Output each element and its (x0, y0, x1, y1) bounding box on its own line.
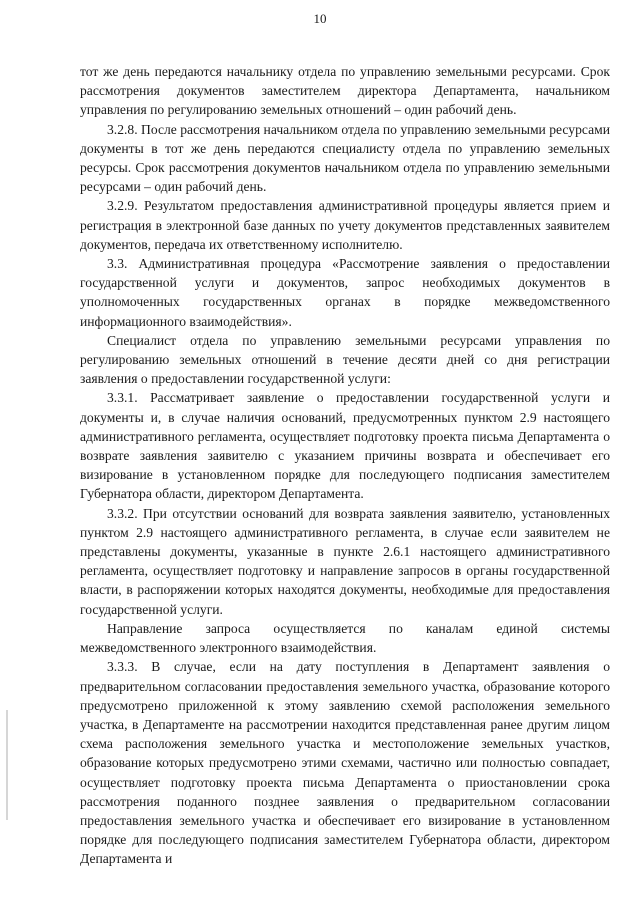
paragraph-request-channel: Направление запроса осуществляется по каналам единой системы межведомственного электронного взаимодействия. (80, 620, 610, 656)
paragraph-3-3-2: 3.3.2. При отсутствии оснований для возврата заявления заявителю, установленных пунктом 2.9 настоящего административного регламента, в случае если заявителем не представлены документы, указанные в пункте 2.6.1 настоящего административного регламента, осуществляет подготовку и направление запросов в органы государственной власти, в распоряжении которых находятся документы, необходимые для предоставления государственной услуги. (80, 505, 610, 617)
paragraph-3-2-8: 3.2.8. После рассмотрения начальником отдела по управлению земельными ресурсами документы в тот же день передаются специалисту отдела по управлению земельных ресурсы. Срок рассмотрения документов начальником отдела по управлению земельными ресурсами – один рабочий день. (80, 121, 610, 195)
page-number: 10 (313, 11, 327, 26)
paragraph-3-3-3: 3.3.3. В случае, если на дату поступления в Департамент заявления о предварительном согласовании предоставления земельного участка, образование которого предусмотрено приложенной к этому заявлению схемой расположения земельного участка, в Департаменте на рассмотрении находится представленная ранее другим лицом схема расположения земельного участка и местоположение земельных участков, образование которых предусмотрено этими схемами, частично или полностью совпадает, осуществляет подготовку проекта письма Департамента о приостановлении срока рассмотрения поданного позднее заявления о предварительном согласовании предоставления земельного участка и обеспечивает его визирование в установленном порядке для последующего подписания заместителем Губернатора области, директором Департамента и (80, 659, 610, 867)
scan-edge-mark (6, 710, 8, 820)
paragraph-3-3-1: 3.3.1. Рассматривает заявление о предоставлении государственной услуги и документы и, в случае наличия оснований, предусмотренных пунктом 2.9 настоящего административного регламента, осуществляет подготовку проекта письма Департамента о возврате заявления заявителю с указанием причины возврата и обеспечивает его визирование в установленном порядке для последующего подписания заместителем Губернатора области, директором Департамента. (80, 390, 610, 502)
paragraph-continuation: тот же день передаются начальнику отдела по управлению земельными ресурсами. Срок рассмотрения документов заместителем директора Департамента, начальником управления по регулированию земельных отношений – один рабочий день. (80, 64, 610, 118)
body-text (80, 62, 610, 869)
paragraph-3-2-9: 3.2.9. Результатом предоставления административной процедуры является прием и регистрация в электронной базе данных по учету документов представленных заявителем документов, передача их ответственному исполнителю. (80, 198, 610, 252)
paragraph-3-3: 3.3. Административная процедура «Рассмотрение заявления о предоставлении государственной услуги и документов, запрос необходимых документов в уполномоченных государственных органах в порядке межведомственного информационного взаимодействия». (80, 256, 610, 329)
paragraph-specialist: Специалист отдела по управлению земельными ресурсами управления по регулированию земельных отношений в течение десяти дней со дня регистрации заявления о предоставлении государственной услуги: (80, 332, 610, 387)
